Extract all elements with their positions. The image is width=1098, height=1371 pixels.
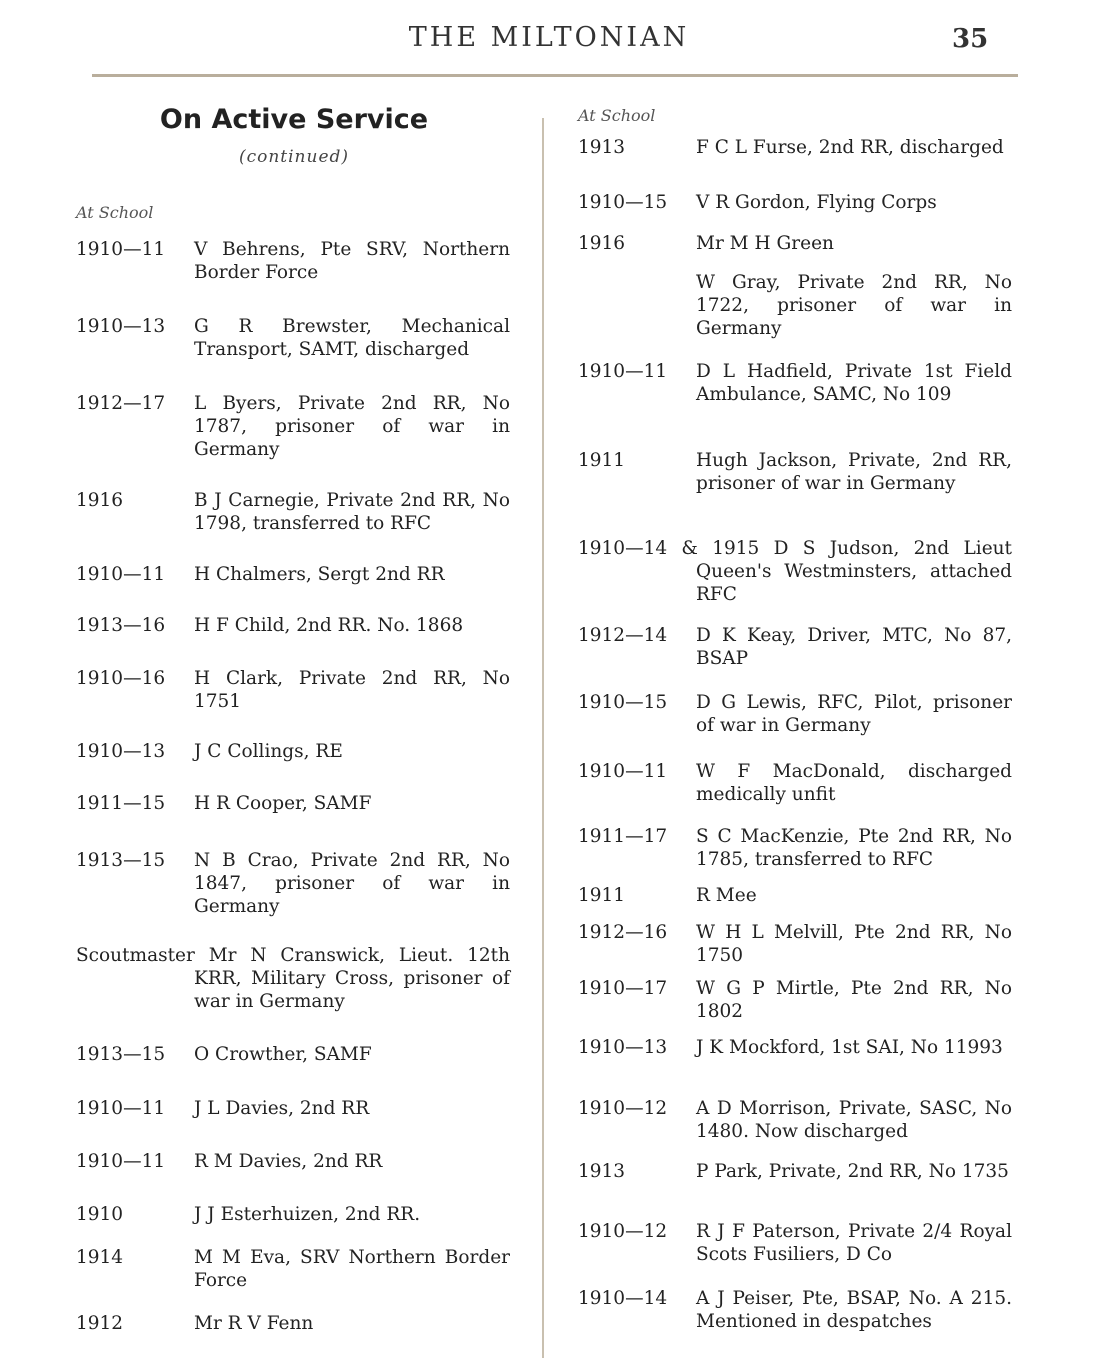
entry-years: 1913—15: [76, 850, 166, 871]
entry-text: N B Crao, Private 2nd RR, No 1847, prisoner of war in Germany: [194, 850, 510, 917]
section-title: On Active Service: [159, 104, 429, 135]
list-item: [76, 614, 510, 637]
entry-text: V R Gordon, Flying Corps: [696, 192, 937, 213]
entry-text: R M Davies, 2nd RR: [194, 1151, 383, 1172]
entry-text: D S Judson, 2nd Lieut Queen's Westminsters, attached RFC: [696, 538, 1012, 605]
entry-years: 1910—11: [76, 1098, 166, 1119]
list-item: [76, 944, 510, 1013]
entry-years: 1910—14: [578, 1288, 668, 1309]
list-item: [76, 238, 510, 284]
entry-text: W F MacDonald, discharged medically unfit: [696, 761, 1012, 805]
entry-text: O Crowther, SAMF: [194, 1044, 372, 1065]
entry-text: A D Morrison, Private, SASC, No 1480. Now discharged: [696, 1098, 1012, 1142]
list-item: [578, 136, 1012, 159]
entry-years: 1910—15: [578, 692, 668, 713]
list-item: [76, 792, 510, 815]
left-column-heading: At School: [76, 203, 154, 222]
entry-text: D K Keay, Driver, MTC, No 87, BSAP: [696, 625, 1012, 669]
entry-text: Hugh Jackson, Private, 2nd RR, prisoner of war in Germany: [696, 450, 1012, 494]
entry-years: 1910—13: [76, 741, 166, 762]
entry-text: W G P Mirtle, Pte 2nd RR, No 1802: [696, 978, 1012, 1022]
entry-years: 1912: [76, 1313, 124, 1334]
entry-years: 1913—16: [76, 615, 166, 636]
entry-years: 1911: [578, 885, 626, 906]
entry-text: H R Cooper, SAMF: [194, 793, 372, 814]
entry-text: H Clark, Private 2nd RR, No 1751: [194, 668, 510, 712]
entry-years: 1913: [578, 1161, 626, 1182]
list-item: [578, 449, 1012, 495]
entry-text: R Mee: [696, 885, 757, 906]
list-item: [578, 921, 1012, 967]
list-item: [578, 360, 1012, 406]
entry-years: 1912—17: [76, 393, 166, 414]
column-divider: [542, 118, 544, 1358]
entry-years: 1914: [76, 1247, 124, 1268]
entry-years: 1913—15: [76, 1044, 166, 1065]
entry-years: 1910—14 & 1915: [578, 538, 760, 559]
entry-years: 1910—11: [76, 1151, 166, 1172]
entry-years: 1911: [578, 450, 626, 471]
entry-years: 1912—14: [578, 625, 668, 646]
list-item: [76, 740, 510, 763]
list-item: [578, 1097, 1012, 1143]
list-item: [578, 825, 1012, 871]
entry-years: 1912—16: [578, 922, 668, 943]
entry-years: 1910—17: [578, 978, 668, 999]
entry-years: 1910—11: [578, 361, 668, 382]
entry-years: 1913: [578, 137, 626, 158]
list-item: [578, 537, 1012, 606]
entry-years: 1910—11: [76, 564, 166, 585]
entry-years: [578, 271, 696, 340]
list-item: [76, 1246, 510, 1292]
list-item: [578, 232, 1012, 255]
running-header-title: THE MILTONIAN: [408, 22, 690, 53]
entry-years: 1911—17: [578, 826, 668, 847]
entry-years: 1916: [578, 233, 626, 254]
entry-text: D G Lewis, RFC, Pilot, prisoner of war in Germany: [696, 692, 1012, 736]
list-item: [76, 1097, 510, 1120]
entry-text: Mr R V Fenn: [194, 1313, 314, 1334]
entry-text: F C L Furse, 2nd RR, discharged: [696, 137, 1004, 158]
entry-text: P Park, Private, 2nd RR, No 1735: [696, 1161, 1009, 1182]
list-item: [76, 315, 510, 361]
entry-text: W Gray, Private 2nd RR, No 1722, prisoner of war in Germany: [696, 272, 1012, 339]
entry-years: 1910—12: [578, 1221, 668, 1242]
list-item: [578, 884, 1012, 907]
entry-text: A J Peiser, Pte, BSAP, No. A 215. Mentioned in despatches: [696, 1288, 1012, 1332]
entry-text: H F Child, 2nd RR. No. 1868: [194, 615, 464, 636]
entry-years: 1910—13: [578, 1037, 668, 1058]
entry-text: D L Hadfield, Private 1st Field Ambulance, SAMC, No 109: [696, 361, 1012, 405]
list-item: [578, 760, 1012, 806]
section-subtitle: (continued): [238, 147, 350, 167]
list-item: [578, 271, 1012, 340]
list-item: [76, 1203, 510, 1226]
page-number: 35: [952, 24, 989, 54]
entry-years: 1910—15: [578, 192, 668, 213]
entry-text: J L Davies, 2nd RR: [194, 1098, 370, 1119]
entry-years: 1910—13: [76, 316, 166, 337]
entry-text: J C Collings, RE: [194, 741, 343, 762]
list-item: [76, 563, 510, 586]
list-item: [76, 1043, 510, 1066]
entry-text: H Chalmers, Sergt 2nd RR: [194, 564, 445, 585]
entry-text: G R Brewster, Mechanical Transport, SAMT, discharged: [194, 316, 510, 360]
list-item: [578, 691, 1012, 737]
list-item: [578, 1160, 1012, 1183]
entry-years: 1916: [76, 490, 124, 511]
list-item: [578, 624, 1012, 670]
entry-years: 1910: [76, 1204, 124, 1225]
entry-text: J K Mockford, 1st SAI, No 11993: [696, 1037, 1003, 1058]
right-column-heading: At School: [578, 106, 656, 125]
header-rule: [92, 74, 1018, 77]
entry-years: 1911—15: [76, 793, 166, 814]
list-item: [76, 489, 510, 535]
list-item: [578, 1036, 1012, 1059]
entry-text: S C MacKenzie, Pte 2nd RR, No 1785, transferred to RFC: [696, 826, 1012, 870]
list-item: [76, 667, 510, 713]
entry-years: 1910—12: [578, 1098, 668, 1119]
list-item: [76, 392, 510, 461]
list-item: [578, 1287, 1012, 1333]
list-item: [578, 1220, 1012, 1266]
entry-text: W H L Melvill, Pte 2nd RR, No 1750: [696, 922, 1012, 966]
entry-text: M M Eva, SRV Northern Border Force: [194, 1247, 510, 1291]
entry-text: R J F Paterson, Private 2/4 Royal Scots Fusiliers, D Co: [696, 1221, 1012, 1265]
list-item: [578, 977, 1012, 1023]
entry-text: V Behrens, Pte SRV, Northern Border Force: [194, 239, 510, 283]
entry-text: Mr N Cranswick, Lieut. 12th KRR, Military Cross, prisoner of war in Germany: [194, 945, 510, 1012]
list-item: [76, 849, 510, 918]
entry-years: 1910—11: [76, 239, 166, 260]
entry-years: Scoutmaster: [76, 945, 195, 966]
entry-text: B J Carnegie, Private 2nd RR, No 1798, transferred to RFC: [194, 490, 510, 534]
list-item: [76, 1150, 510, 1173]
list-item: [578, 191, 1012, 214]
entry-text: L Byers, Private 2nd RR, No 1787, prisoner of war in Germany: [194, 393, 510, 460]
entry-years: 1910—11: [578, 761, 668, 782]
entry-text: Mr M H Green: [696, 233, 834, 254]
entry-years: 1910—16: [76, 668, 166, 689]
list-item: [76, 1312, 510, 1335]
entry-text: J J Esterhuizen, 2nd RR.: [194, 1204, 421, 1225]
